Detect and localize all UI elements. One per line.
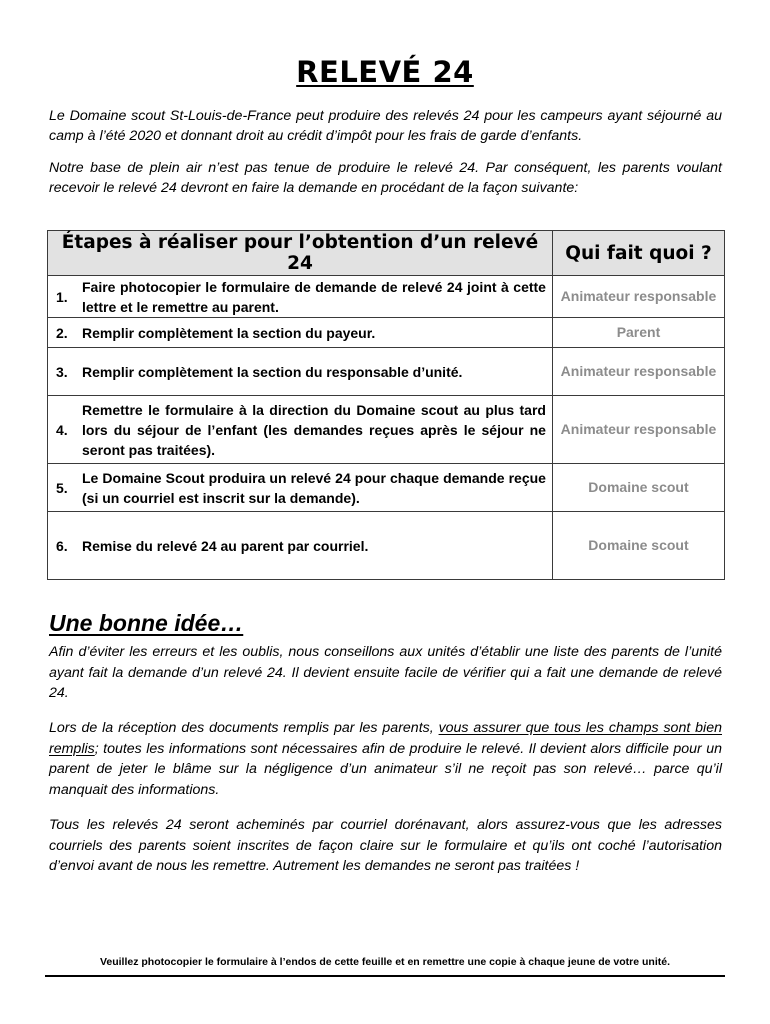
table-row [48, 348, 725, 396]
step-responsible: Animateur responsable [552, 348, 724, 396]
step-number: 5. [56, 479, 68, 496]
step-text: Faire photocopier le formulaire de demande de relevé 24 joint à cette lettre et le remettre au parent. [82, 278, 546, 315]
step-responsible: Animateur responsable [552, 396, 724, 464]
header-steps: Étapes à réaliser pour l’obtention d’un relevé 24 [48, 231, 553, 276]
step-text: Remise du relevé 24 au parent par courriel. [82, 537, 369, 554]
step-responsible: Domaine scout [552, 512, 724, 580]
step-text: Remplir complètement la section du payeur. [82, 324, 376, 341]
tips-paragraph-2-end: ; toutes les informations sont nécessaires afin de produire le relevé. Il devient alors difficile pour un parent de jeter le blâme sur la négligence d’un animateur s’il ne reçoit pas son relevé… parce qu’il manquait des informations. [49, 740, 722, 798]
tips-paragraph-2 [49, 718, 722, 800]
step-number: 2. [56, 324, 68, 341]
tips-heading: Une bonne idée… [49, 610, 244, 636]
step-responsible: Domaine scout [552, 464, 724, 512]
step-responsible: Animateur responsable [552, 276, 724, 318]
steps-table-header [48, 231, 725, 276]
header-who: Qui fait quoi ? [552, 231, 724, 276]
tips-paragraph-1: Afin d’éviter les erreurs et les oublis, nous conseillons aux unités d’établir une liste des parents de l’unité ayant fait la demande d’un relevé 24. Il devient ensuite facile de vérifier qui a fait une demande de relevé 24. [49, 644, 722, 701]
document-title-text: RELEVÉ 24 [296, 55, 474, 89]
step-number: 4. [56, 421, 68, 438]
step-number: 1. [56, 288, 68, 305]
table-row [48, 318, 725, 348]
footer-note: Veuillez photocopier le formulaire à l’endos de cette feuille et en remettre une copie à chaque jeune de votre unité. [99, 956, 671, 968]
tips-paragraph-2-underlined: vous assurer que tous les champs sont bien remplis [49, 720, 722, 757]
step-number: 3. [56, 363, 68, 380]
document-title [0, 52, 770, 92]
table-row [48, 276, 725, 318]
step-text: Remettre le formulaire à la direction du Domaine scout au plus tard lors du séjour de l’enfant (les demandes reçues après le séjour ne seront pas traitées). [82, 401, 546, 458]
step-text: Le Domaine Scout produira un relevé 24 pour chaque demande reçue (si un courriel est inscrit sur la demande). [82, 469, 546, 506]
table-row [48, 464, 725, 512]
tips-paragraph-3: Tous les relevés 24 seront acheminés par courriel dorénavant, alors assurez-vous que les adresses courriels des parents soient inscrites de façon claire sur le formulaire et qu’ils ont coché l’autorisation d’envoi avant de nous les remettre. Autrement les demandes ne seront pas traitées ! [49, 817, 722, 874]
intro-paragraph-1: Le Domaine scout St-Louis-de-France peut produire des relevés 24 pour les campeurs ayant séjourné au camp à l’été 2020 et donnant droit au crédit d’impôt pour les frais de garde d’enfants. [49, 108, 722, 144]
intro-paragraph-2: Notre base de plein air n’est pas tenue de produire le relevé 24. Par conséquent, les parents voulant recevoir le relevé 24 devront en faire la demande en procédant de la façon suivante: [49, 160, 722, 196]
step-responsible: Parent [552, 318, 724, 348]
table-row [48, 396, 725, 464]
steps-table [47, 230, 725, 580]
step-number: 6. [56, 537, 68, 554]
footer-divider [45, 975, 725, 977]
tips-paragraph-2-start: Lors de la réception des documents remplis par les parents, [49, 720, 439, 736]
step-text: Remplir complètement la section du responsable d’unité. [82, 363, 463, 380]
table-row [48, 512, 725, 580]
